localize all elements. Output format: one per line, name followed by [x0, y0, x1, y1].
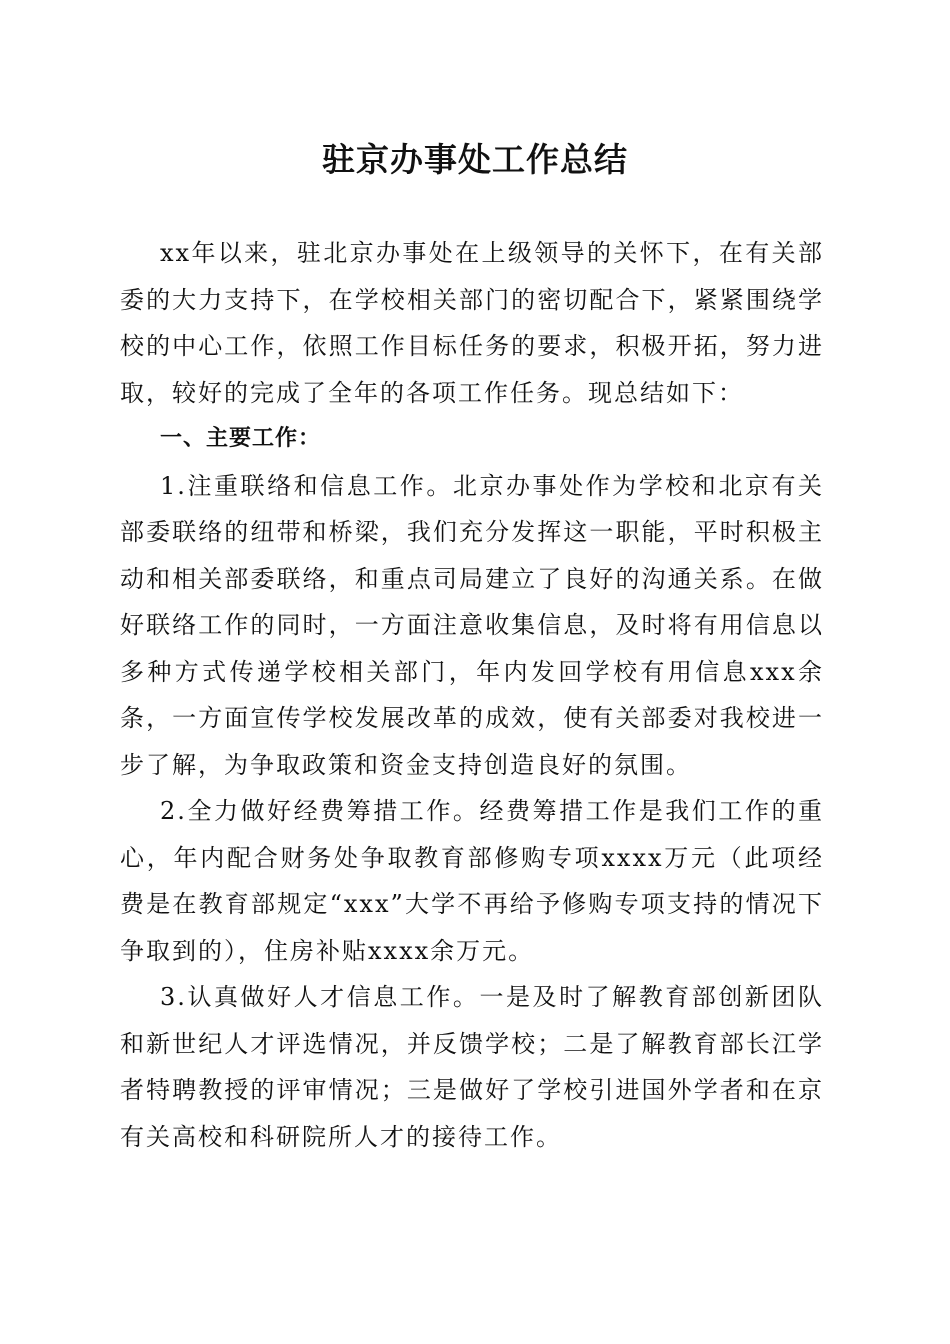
item-paragraph-3: 3.认真做好人才信息工作。一是及时了解教育部创新团队和新世纪人才评选情况，并反馈学校；二是了解教育部长江学者特聘教授的评审情况；三是做好了学校引进国外学者和在京有关高校和科研院所人才的接待工作。	[120, 983, 824, 1151]
document-body	[120, 230, 824, 1160]
item-paragraph-1: 1.注重联络和信息工作。北京办事处作为学校和北京有关部委联络的纽带和桥梁，我们充分发挥这一职能，平时积极主动和相关部委联络，和重点司局建立了良好的沟通关系。在做好联络工作的同时，一方面注意收集信息，及时将有用信息以多种方式传递学校相关部门，年内发回学校有用信息xxx余条，一方面宣传学校发展改革的成效，使有关部委对我校进一步了解，为争取政策和资金支持创造良好的氛围。	[120, 471, 824, 779]
item-paragraph-2: 2.全力做好经费筹措工作。经费筹措工作是我们工作的重心，年内配合财务处争取教育部修购专项xxxx万元（此项经费是在教育部规定“xxx”大学不再给予修购专项支持的情况下争取到的），住房补贴xxxx余万元。	[120, 797, 824, 965]
document-title: 驻京办事处工作总结	[322, 140, 628, 179]
intro-paragraph: xx年以来，驻北京办事处在上级领导的关怀下，在有关部委的大力支持下，在学校相关部门的密切配合下，紧紧围绕学校的中心工作，依照工作目标任务的要求，积极开拓，努力进取，较好的完成了全年的各项工作任务。现总结如下：	[120, 239, 824, 407]
section-heading: 一、主要工作：	[160, 426, 322, 451]
